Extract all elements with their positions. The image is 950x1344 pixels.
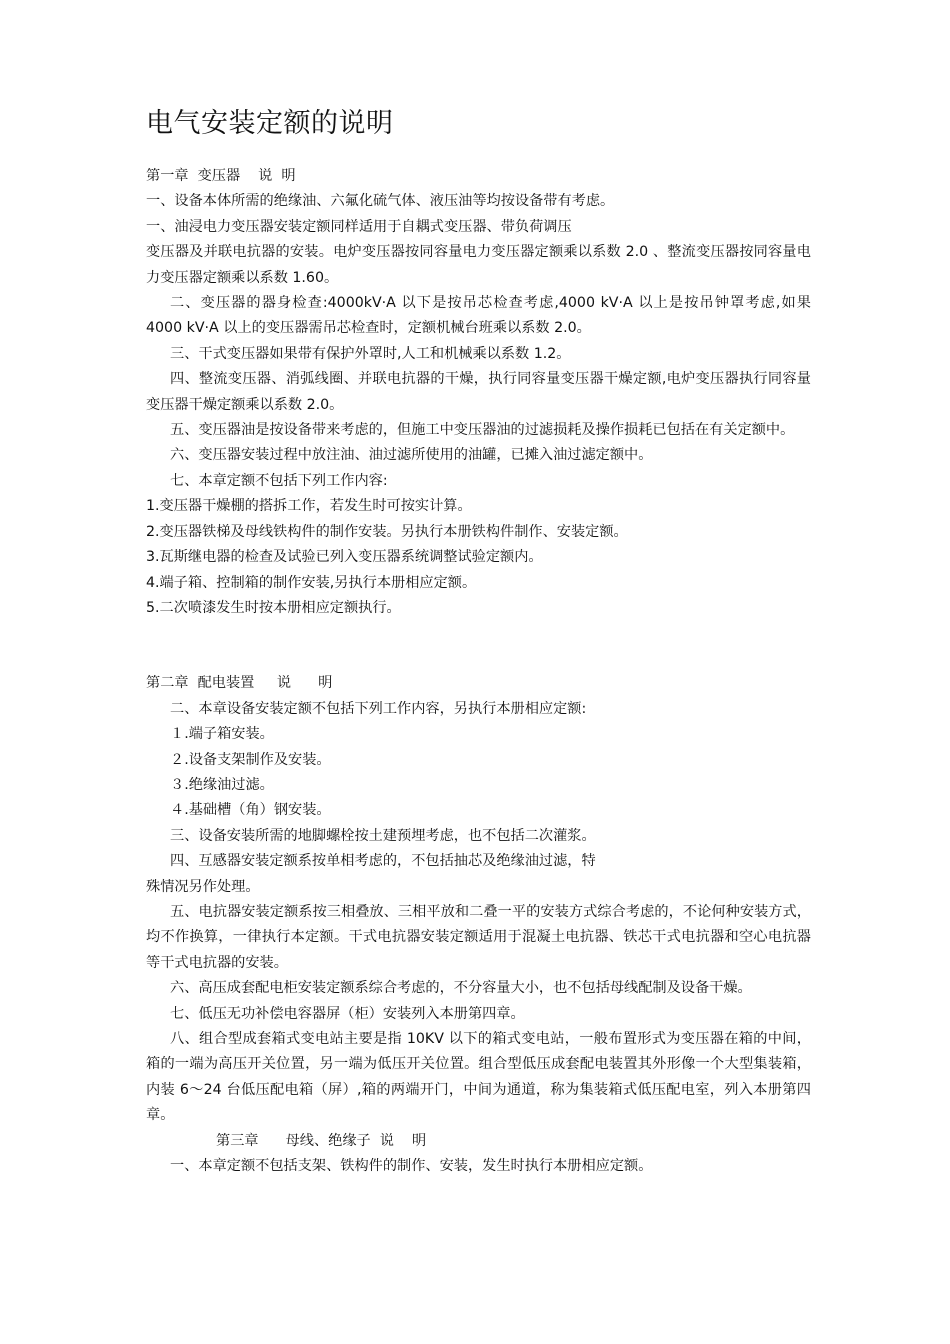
document-page [146, 104, 816, 1179]
paragraph-line: 三、设备安装所需的地脚螺栓按土建预埋考虑，也不包括二次灌浆。 [170, 827, 596, 844]
paragraph-line: 二、变压器的器身检查:4000kV·A 以下是按吊芯检查考虑,4000 kV·A 以上是按吊钟罩考虑,如果 4000 kV·A 以上的变压器需吊芯检查时，定额机械台班乘以系数 2.0。 [146, 295, 816, 337]
paragraph-line: 六、高压成套配电柜安装定额系综合考虑的，不分容量大小，也不包括母线配制及设备干燥。 [170, 980, 752, 997]
paragraph-line: 4.端子箱、控制箱的制作安装,另执行本册相应定额。 [146, 574, 477, 591]
paragraph-line: 3.瓦斯继电器的检查及试验已列入变压器系统调整试验定额内。 [146, 549, 543, 566]
paragraph-line: 变压器及并联电抗器的安装。电炉变压器按同容量电力变压器定额乘以系数 2.0 、整流变压器按同容量电力变压器定额乘以系数 1.60。 [146, 244, 811, 286]
paragraph-line: 三、干式变压器如果带有保护外罩时,人工和机械乘以系数 1.2。 [170, 345, 571, 362]
paragraph-line: ４.基础槽（角）钢安装。 [170, 802, 331, 819]
paragraph-line: 七、低压无功补偿电容器屏（柜）安装列入本册第四章。 [170, 1005, 525, 1022]
paragraph-line: 二、本章设备安装定额不包括下列工作内容，另执行本册相应定额: [170, 700, 587, 717]
paragraph-line: 八、组合型成套箱式变电站主要是指 10KV 以下的箱式变电站，一般布置形式为变压器在箱的中间，箱的一端为高压开关位置，另一端为低压开关位置。组合型低压成套配电装置其外形像一个大型集装箱，内装 6～24 台低压配电箱（屏）,箱的两端开门，中间为通道，称为集装箱式低压配电室，列入本册第四章。 [146, 1031, 811, 1124]
chapter-2-body [146, 697, 811, 1129]
paragraph-line: １.端子箱安装。 [170, 726, 274, 743]
document-title: 电气安装定额的说明 [146, 108, 394, 139]
paragraph-line: 1.变压器干燥棚的搭拆工作，若发生时可按实计算。 [146, 498, 472, 515]
paragraph-line: 五、变压器油是按设备带来考虑的，但施工中变压器油的过滤损耗及操作损耗已包括在有关定额中。 [170, 422, 795, 439]
chapter-1-body [146, 189, 816, 621]
chapter-3-section [146, 1129, 811, 1180]
paragraph-line: 五、电抗器安装定额系按三相叠放、三相平放和二叠一平的安装方式综合考虑的，不论何种安装方式，均不作换算，一律执行本定额。干式电抗器安装定额适用于混凝土电抗器、铁芯干式电抗器和空心电抗器等干式电抗器的安装。 [146, 903, 811, 971]
chapter-1-section [146, 164, 816, 621]
section-spacer [146, 621, 811, 671]
paragraph-line: 一、本章定额不包括支架、铁构件的制作、安装，发生时执行本册相应定额。 [170, 1158, 653, 1175]
paragraph-line: 四、互感器安装定额系按单相考虑的，不包括抽芯及绝缘油过滤，特 [170, 853, 596, 870]
chapter-3-body [146, 1154, 811, 1179]
paragraph-line: 一、油浸电力变压器安装定额同样适用于自耦式变压器、带负荷调压 [146, 218, 572, 235]
paragraph-line: 2.变压器铁梯及母线铁构件的制作安装。另执行本册铁构件制作、安装定额。 [146, 523, 628, 540]
paragraph-line: ３.绝缘油过滤。 [170, 776, 274, 793]
paragraph-line: 殊情况另作处理。 [146, 878, 260, 895]
paragraph-line: 四、整流变压器、消弧线圈、并联电抗器的干燥，执行同容量变压器干燥定额,电炉变压器执行同容量变压器干燥定额乘以系数 2.0。 [146, 371, 811, 413]
chapter-2-section [146, 671, 811, 1128]
chapter-3-heading: 第三章 母线、绝缘子 说 明 [216, 1132, 427, 1149]
paragraph-line: ２.设备支架制作及安装。 [170, 751, 331, 768]
paragraph-line: 六、变压器安装过程中放注油、油过滤所使用的油罐，已摊入油过滤定额中。 [170, 447, 653, 464]
chapter-2-heading: 第二章 配电装置 说 明 [146, 675, 333, 692]
paragraph-line: 七、本章定额不包括下列工作内容: [170, 472, 388, 489]
chapter-1-heading: 第一章 变压器 说 明 [146, 168, 296, 184]
paragraph-line: 一、设备本体所需的绝缘油、六氟化硫气体、液压油等均按设备带有考虑。 [146, 193, 615, 210]
paragraph-line: 5.二次喷漆发生时按本册相应定额执行。 [146, 599, 401, 616]
